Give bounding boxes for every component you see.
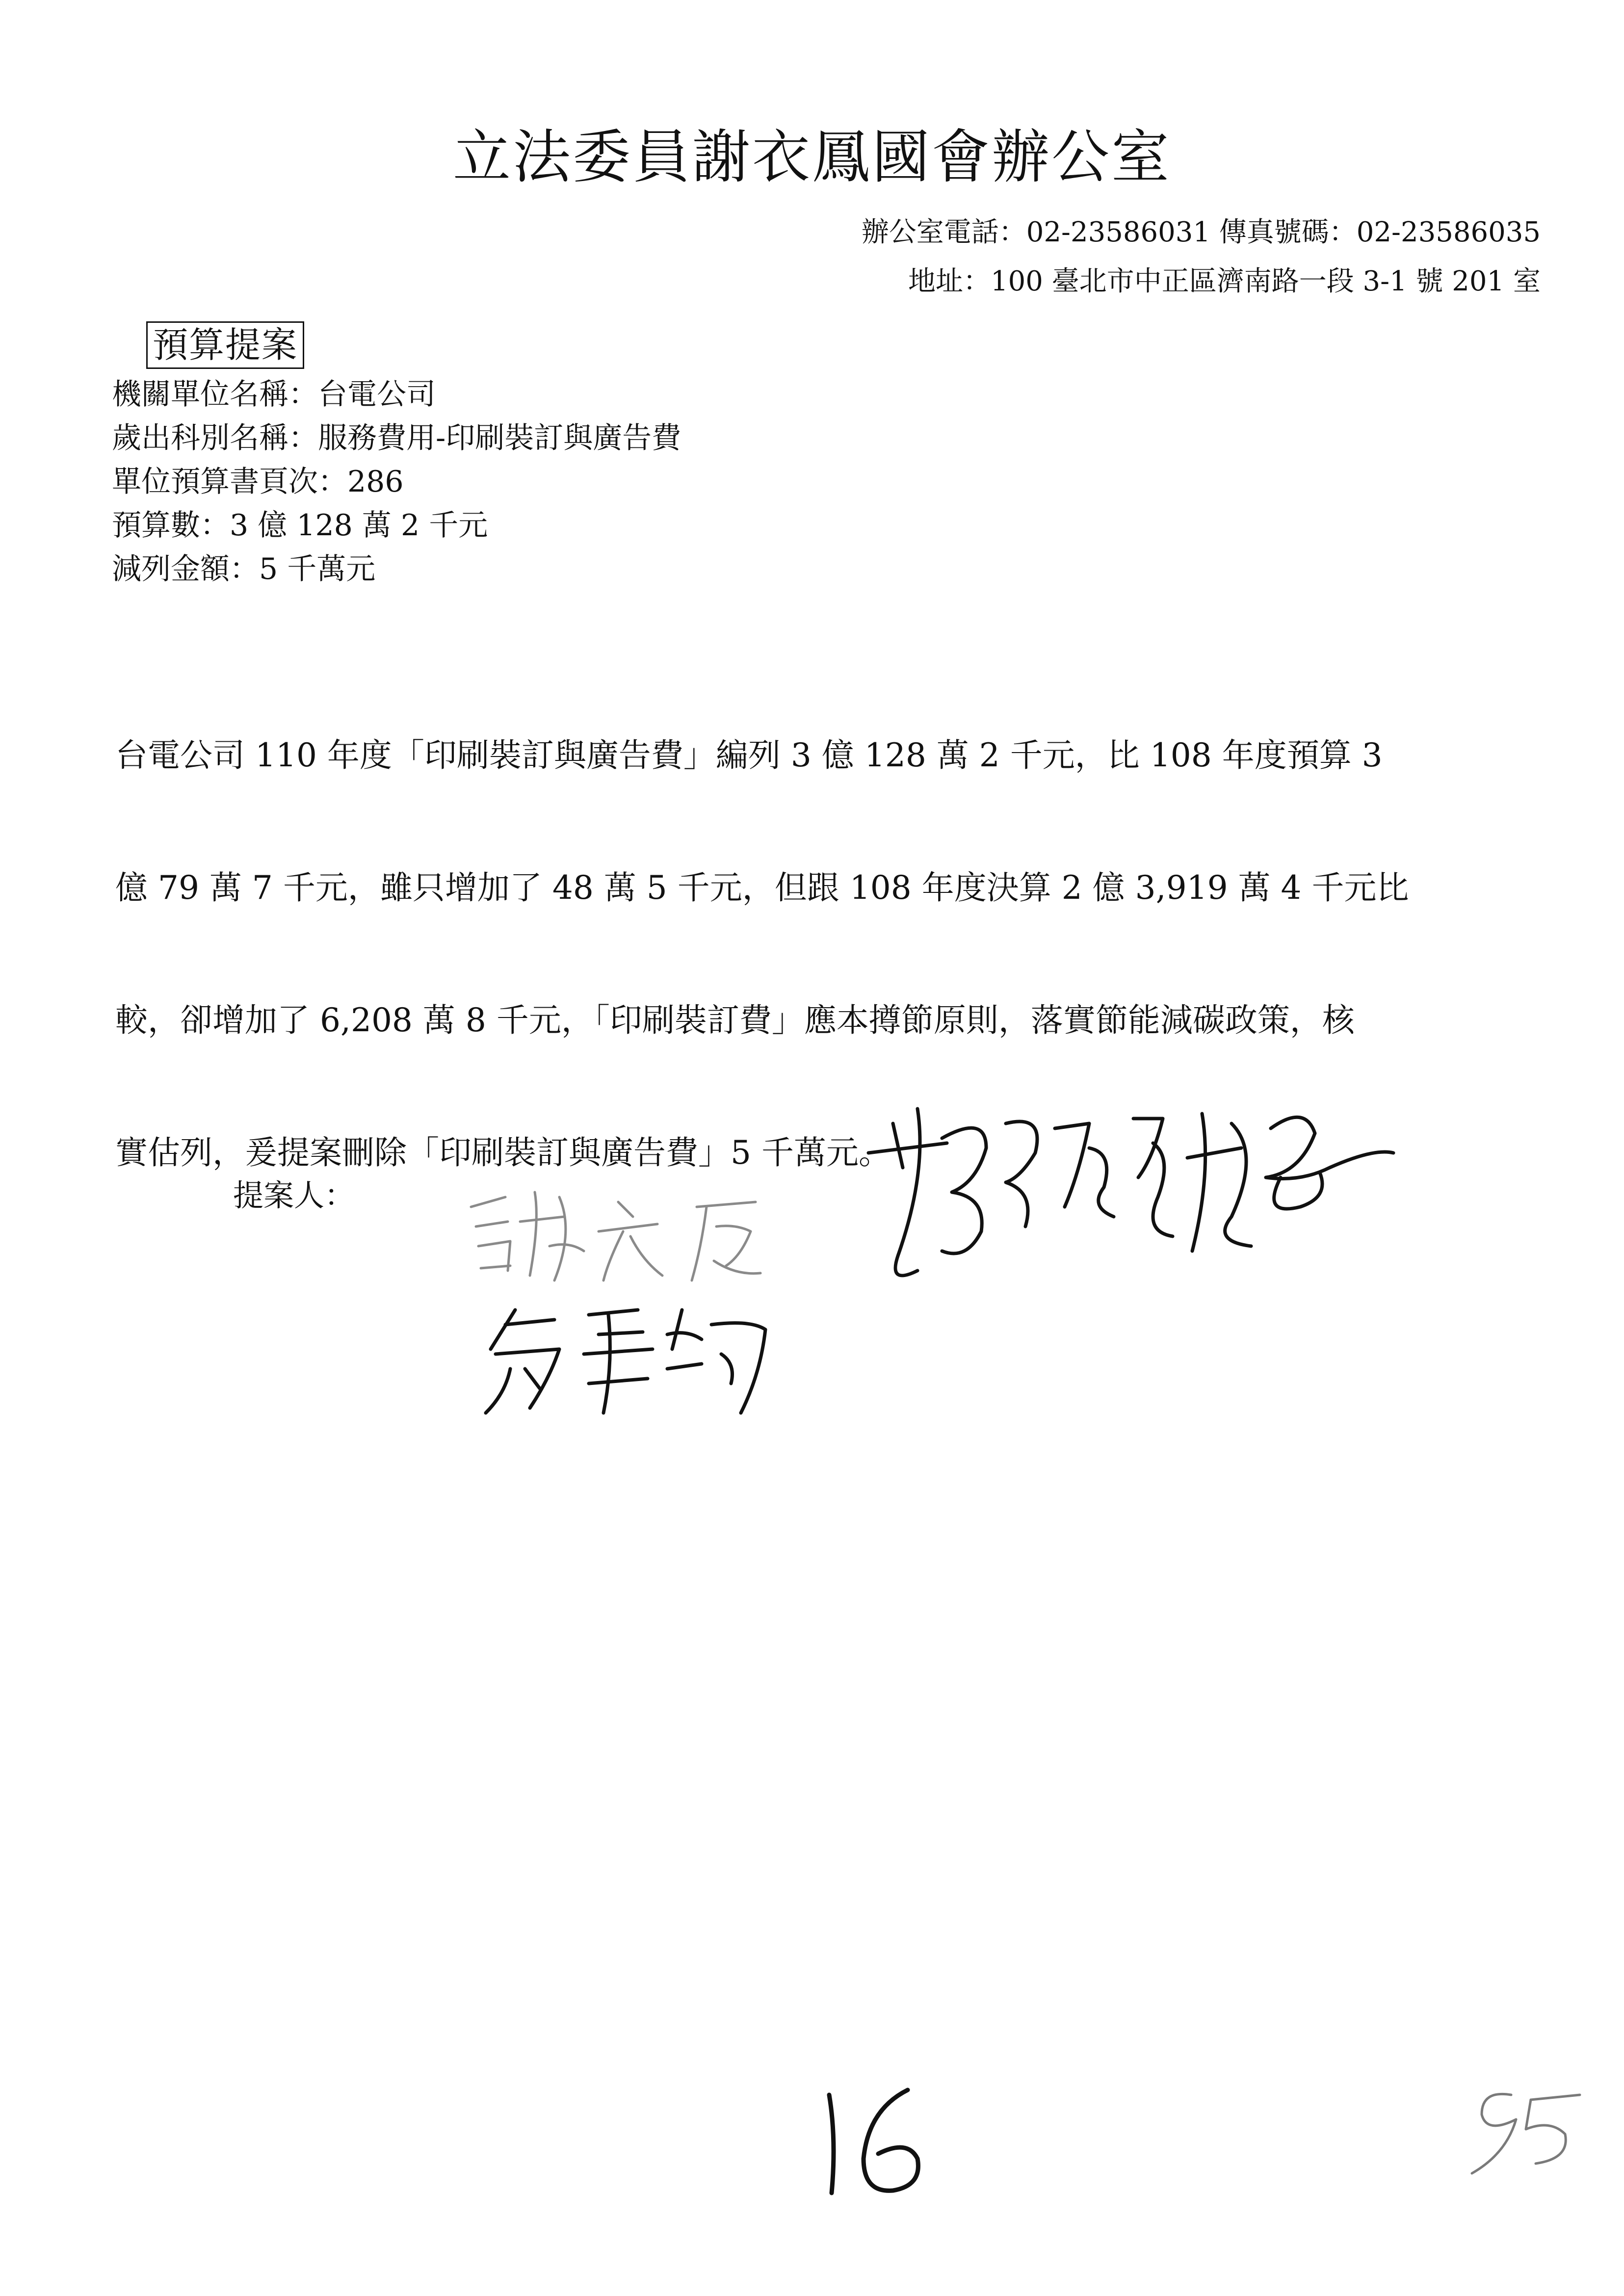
field-agency: 機關單位名稱：台電公司: [112, 377, 436, 412]
field-budget-amount: 預算數：3 億 128 萬 2 千元: [112, 508, 488, 543]
handwritten-page-number-16: [810, 2080, 937, 2198]
signature-weng-chung-chun: [476, 1295, 780, 1423]
signature-scrawl: [859, 1094, 1398, 1310]
office-phone-line: 辦公室電話：02-23586031 傳真號碼：02-23586035: [861, 216, 1541, 248]
proposal-body-line: 台電公司 110 年度「印刷裝訂與廣告費」編列 3 億 128 萬 2 千元，比 108 年度預算 3: [115, 736, 1383, 774]
proposal-body-line: 較，卻增加了 6,208 萬 8 千元，「印刷裝訂費」應本撙節原則，落實節能減碳政策，核: [115, 1001, 1355, 1039]
proposal-fields: [112, 373, 681, 591]
signature-xie-yifeng: [461, 1163, 775, 1290]
proposal-body-line: 實估列，爰提案刪除「印刷裝訂與廣告費」5 千萬元。: [115, 1134, 891, 1172]
field-budget-page: 單位預算書頁次：286: [112, 465, 404, 499]
budget-proposal-tag: 預算提案: [146, 321, 304, 369]
field-reduction-amount: 減列金額：5 千萬元: [112, 552, 376, 586]
proposal-body-line: 億 79 萬 7 千元，雖只增加了 48 萬 5 千元，但跟 108 年度決算 2 億 3,919 萬 4 千元比: [115, 869, 1409, 907]
field-expenditure-category: 歲出科別名稱：服務費用-印刷裝訂與廣告費: [112, 421, 681, 455]
handwritten-page-number-95: [1452, 2080, 1595, 2178]
proposer-label: 提案人：: [233, 1177, 355, 1213]
office-title: 立法委員謝衣鳳國會辦公室: [452, 123, 1171, 191]
office-address-line: 地址：100 臺北市中正區濟南路一段 3-1 號 201 室: [908, 265, 1541, 297]
